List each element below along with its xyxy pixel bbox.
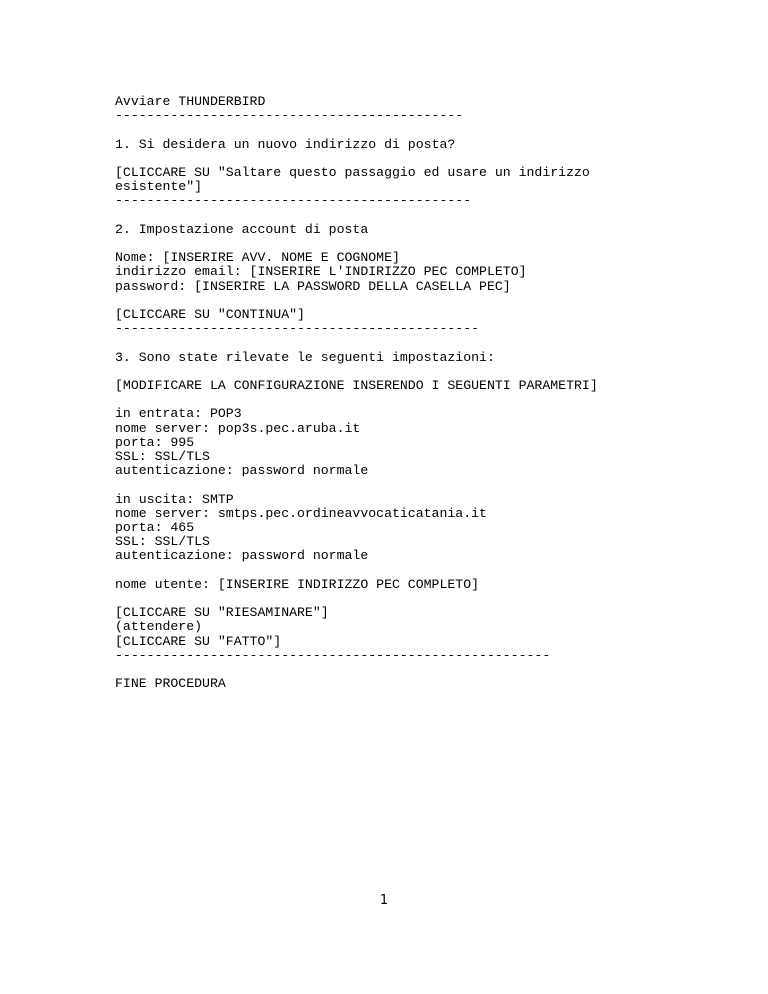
step2-password: password: [INSERIRE LA PASSWORD DELLA CASELLA PEC] xyxy=(115,278,511,294)
step2-email: indirizzo email: [INSERIRE L'INDIRIZZO PEC COMPLETO] xyxy=(115,264,527,280)
page-number: 1 xyxy=(379,893,389,908)
step3-instruction: [MODIFICARE LA CONFIGURAZIONE INSERENDO I SEGUENTI PARAMETRI] xyxy=(115,377,598,393)
incoming-server: nome server: pop3s.pec.aruba.it xyxy=(115,420,361,436)
spacer xyxy=(115,209,735,223)
step2-divider: ---------------------------------------------- xyxy=(115,321,480,337)
incoming-type: in entrata: POP3 xyxy=(115,406,242,422)
step1-instruction-line2: esistente"] xyxy=(115,179,203,195)
wait-note: (attendere) xyxy=(115,619,203,635)
final-click-done: [CLICCARE SU "FATTO"] xyxy=(115,633,282,649)
outgoing-type: in uscita: SMTP xyxy=(115,491,234,507)
outgoing-auth: autenticazione: password normale xyxy=(115,548,369,564)
spacer xyxy=(115,592,735,606)
spacer xyxy=(115,663,735,677)
incoming-ssl: SSL: SSL/TLS xyxy=(115,448,210,464)
spacer xyxy=(115,365,735,379)
incoming-auth: autenticazione: password normale xyxy=(115,463,369,479)
step1-instruction-line1: [CLICCARE SU "Saltare questo passaggio ed usare un indirizzo xyxy=(115,164,590,180)
step3-divider: ------------------------------------------------------- xyxy=(115,647,551,663)
spacer xyxy=(115,294,735,308)
spacer xyxy=(115,123,735,137)
document-body xyxy=(115,95,735,691)
end-procedure: FINE PROCEDURA xyxy=(115,676,226,692)
step3-heading: 3. Sono state rilevate le seguenti impostazioni: xyxy=(115,349,495,365)
spacer xyxy=(115,393,735,407)
spacer xyxy=(115,237,735,251)
document-title: Avviare THUNDERBIRD xyxy=(115,94,266,109)
outgoing-server: nome server: smtps.pec.ordineavvocaticatania.it xyxy=(115,505,487,521)
incoming-port: porta: 995 xyxy=(115,434,195,450)
spacer xyxy=(115,564,735,578)
step2-heading: 2. Impostazione account di posta xyxy=(115,221,369,237)
step1-heading: 1. Si desidera un nuovo indirizzo di posta? xyxy=(115,136,456,152)
title-divider: -------------------------------------------- xyxy=(115,108,464,124)
step2-instruction: [CLICCARE SU "CONTINUA"] xyxy=(115,306,305,322)
outgoing-ssl: SSL: SSL/TLS xyxy=(115,534,210,550)
step1-divider: --------------------------------------------- xyxy=(115,193,472,209)
step2-nome: Nome: [INSERIRE AVV. NOME E COGNOME] xyxy=(115,250,400,266)
spacer xyxy=(115,336,735,350)
username-line: nome utente: [INSERIRE INDIRIZZO PEC COMPLETO] xyxy=(115,576,480,592)
outgoing-port: porta: 465 xyxy=(115,519,195,535)
final-click-review: [CLICCARE SU "RIESAMINARE"] xyxy=(115,605,329,621)
spacer xyxy=(115,478,735,492)
spacer xyxy=(115,152,735,166)
